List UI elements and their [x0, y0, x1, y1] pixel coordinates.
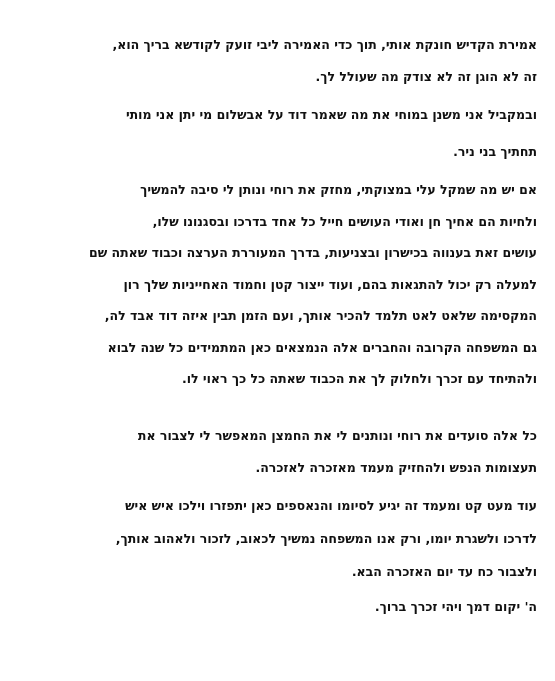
- text-line: אמירת הקדיש חונקת אותי, תוך כדי האמירה ליבי זועק לקודשא בריך הוא,: [112, 37, 537, 52]
- text-line: ובמקביל אני משנן במוחי את מה שאמר דוד על אבשלום מי יתן אני מותי: [125, 107, 537, 122]
- text-line: ולחיות הם אחיך חן ואודי העושים חייל כל אחד בדרכו ובסגנונו שלו,: [152, 214, 537, 229]
- text-line: לדרכו ולשגרת יומו, ורק אנו המשפחה נמשיך לכאוב, לזכור ולאהוב אותך,: [115, 531, 537, 546]
- text-line: גם המשפחה הקרובה והחברים אלה הנמצאים כאן המתמידים כל שנה לבוא: [107, 340, 537, 355]
- text-line: תעצומות הנפש ולהחזיק מעמד מאזכרה לאזכרה.: [255, 460, 537, 475]
- text-line: המקסימה שלאט לאט תלמד להכיר אותך, ועם הזמן תבין איזה דוד אבד לה,: [104, 308, 537, 323]
- text-line: עוד מעט קט ומעמד זה יגיע לסיומו והנאספים כאן יתפזרו וילכו איש איש: [125, 498, 537, 513]
- text-line: ולהתיחד עם זכרך ולחלוק לך את הכבוד שאתה כל כך ראוי לו.: [181, 371, 537, 386]
- text-line: למעלה רק יכול להתגאות בהם, ועוד ייצור קטן וחמוד האחייניות שלך רון: [123, 277, 537, 292]
- text-line: ה' יקום דמך ויהי זכרך ברוך.: [374, 599, 537, 614]
- text-line: תחתיך בני ניר.: [453, 144, 537, 159]
- text-line: עושים זאת בענווה בכישרון ובצניעות, בדרך המעוררת הערצה וכבוד שאתה שם: [89, 245, 537, 260]
- text-line: ולצבור כח עד יום האזכרה הבא.: [351, 564, 537, 579]
- text-line: אם יש מה שמקל עלי במצוקתי, מחזק את רוחי ונותן לי סיבה להמשיך: [140, 182, 537, 197]
- text-line: כל אלה סועדים את רוחי ונותנים לי את החמצן המאפשר לי לצבור את: [137, 428, 537, 443]
- text-line: זה לא הוגן זה לא צודק מה שעולל לך.: [315, 69, 537, 84]
